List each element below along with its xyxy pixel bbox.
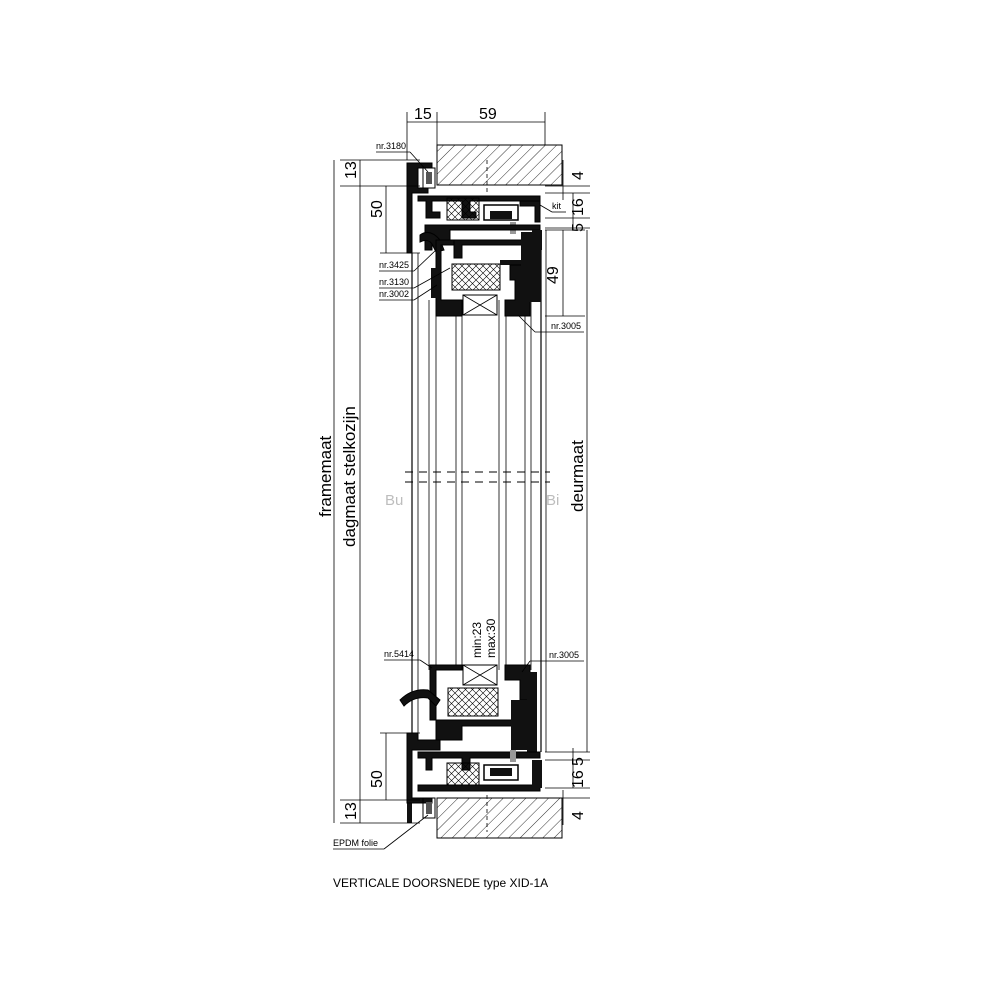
dim-right-4-bottom: 4 xyxy=(570,811,587,820)
callout-nr3002: nr.3002 xyxy=(379,289,410,299)
dim-left-13-top: 13 xyxy=(343,161,360,179)
label-dagmaat-stelkozijn: dagmaat stelkozijn xyxy=(340,406,359,547)
callout-epdm-folie: EPDM folie xyxy=(333,838,379,848)
dim-right-5-bottom: 5 xyxy=(570,757,587,766)
dim-right-16-bottom: 16 xyxy=(570,770,587,788)
side-inside-label: Bi xyxy=(546,492,560,509)
callout-nr3005-top: nr.3005 xyxy=(551,321,582,331)
glass-thickness-label xyxy=(470,618,498,658)
glass-max: max:30 xyxy=(484,618,498,658)
dim-right-49: 49 xyxy=(545,266,562,284)
top-sash-profile xyxy=(431,232,541,316)
callout-nr3180: nr.3180 xyxy=(376,141,407,151)
label-deurmaat: deurmaat xyxy=(568,440,587,512)
glass-min: min:23 xyxy=(470,621,484,658)
dim-left-50-top: 50 xyxy=(369,200,386,218)
callout-nr3425: nr.3425 xyxy=(379,260,410,270)
side-outside-label: Bu xyxy=(385,492,404,509)
dim-15: 15 xyxy=(414,106,432,123)
bottom-sash-profile xyxy=(400,665,537,752)
top-wall-section xyxy=(437,145,562,185)
break-marks xyxy=(405,472,550,482)
dim-right-5-top: 5 xyxy=(570,223,587,232)
dim-left-13-bottom: 13 xyxy=(343,802,360,820)
callout-nr3130: nr.3130 xyxy=(379,277,410,287)
dim-left-50-bottom: 50 xyxy=(369,770,386,788)
callout-nr3005-bottom: nr.3005 xyxy=(549,650,580,660)
bottom-wall-section xyxy=(437,798,562,838)
dim-59: 59 xyxy=(479,106,497,123)
drawing-caption: VERTICALE DOORSNEDE type XID-1A xyxy=(333,876,549,890)
label-framemaat: framemaat xyxy=(316,435,335,517)
callout-nr5414: nr.5414 xyxy=(384,649,415,659)
dim-right-16-top: 16 xyxy=(570,198,587,216)
dim-right-4-top: 4 xyxy=(570,171,587,180)
callout-kit: kit xyxy=(552,201,561,211)
